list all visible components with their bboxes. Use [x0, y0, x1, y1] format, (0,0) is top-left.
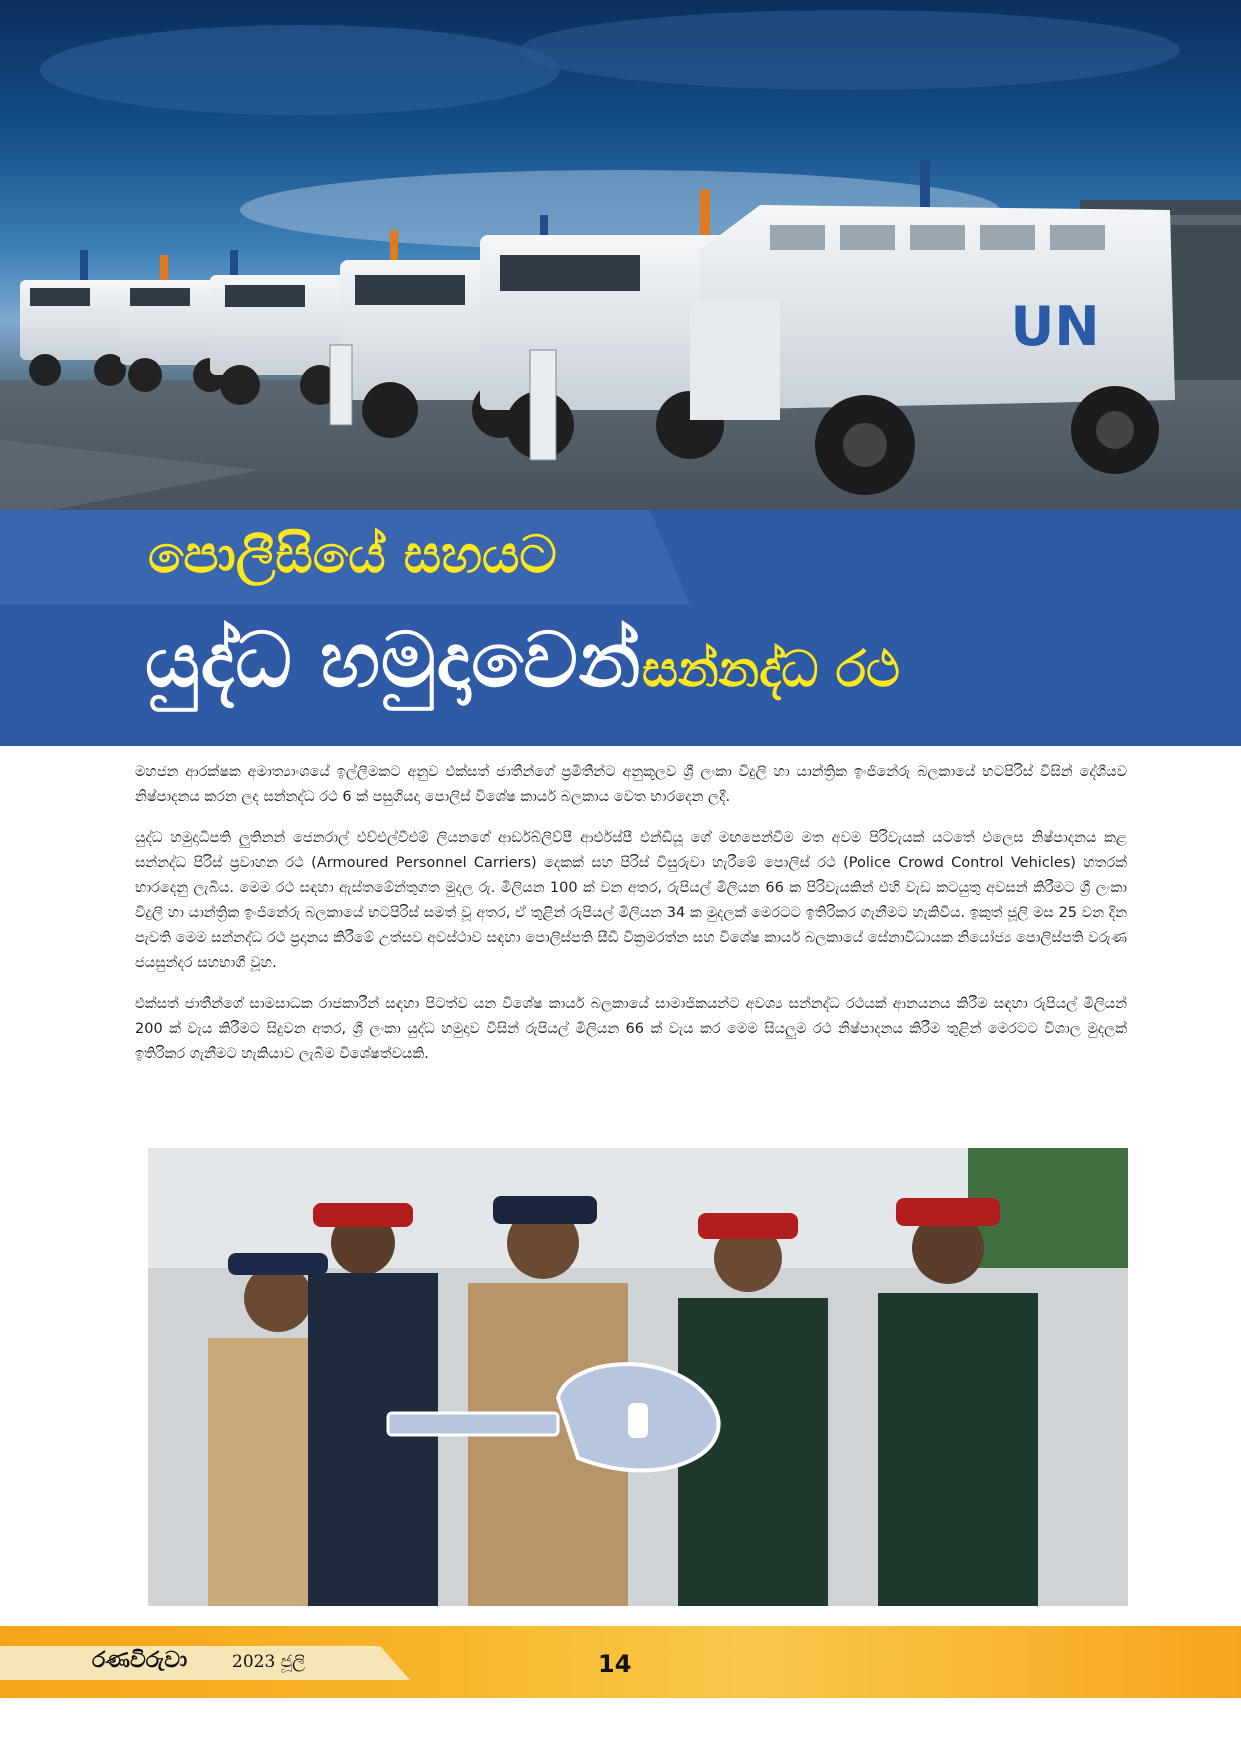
page-number: 14	[598, 1650, 632, 1678]
un-marking: UN	[1010, 295, 1100, 358]
handover-photo	[148, 1148, 1128, 1606]
vehicle-far-1	[20, 280, 130, 386]
headline-line-1: පොලීසියේ සහයට	[148, 525, 557, 585]
headline-line-3: සන්නද්ධ රථ	[642, 640, 900, 698]
magazine-brand: රණවිරුවා	[92, 1648, 188, 1673]
footer-tag	[0, 1646, 410, 1680]
article-paragraph-1: මහජන ආරක්ෂක අමාත්‍යාංශයේ ඉල්ලීමකට අනුව එක්සත් ජාතීන්ගේ ප්‍රමිතීන්ට අනුකූලව ශ්‍රී ලංකා විදුලි හා යාන්ත්‍රික ඉංජිනේරු බලකායේ භටපිරිස් විසින් දේශීයව නිෂ්පාදනය කරන ලද සන්නද්ධ රථ 6 ක් පසුගියදා පොලිස් විශේෂ කාර්ය බලකාය වෙත භාරදෙන ලදී.	[135, 764, 1127, 805]
article-body	[135, 760, 1127, 1083]
headline-line-2: යුද්ධ හමුදාවෙන්	[145, 615, 642, 704]
ceremony-illustration	[148, 1148, 1128, 1606]
article-paragraph-2: යුද්ධ හමුදාධිපති ලුතිනන් ජෙනරාල් එච්එල්වීඑම් ලියනගේ ආර්ඩබ්ලිව්පී ආර්එස්පී එන්ඩීයූ ගේ මඟපෙන්වීම මත අවම පිරිවැයක් යටතේ එලෙස නිෂ්පාදනය කළ සන්නද්ධ පිරිස් ප්‍රවාහන රථ (Armoured Personnel Carriers) දෙකක් සහ පිරිස් විසුරුවා හැරීමේ පොලිස් රථ (Police Crowd Control Vehicles) හතරක් භාරදෙනු ලැබිය. මෙම රථ සඳහා ඇස්තමේන්තුගත මුදල රු. මිලියන 100 ක් වන අතර, රුපියල් මිලියන 66 ක පිරිවැයකින් එහි වැඩ කටයුතු අවසන් කිරීමට ශ්‍රී ලංකා විදුලි හා යාන්ත්‍රික ඉංජිනේරු බලකායේ භටපිරිස් සමත් වූ අතර, ඒ තුළින් රුපියල් මිලියන 34 ක මුදලක් මෙරටට ඉතිරිකර ගැනීමට හැකිවිය. ඉකුත් ජූලි මස 25 වන දින පැවති මෙම සන්නද්ධ රථ ප්‍රදානය කිරීමේ උත්සව අවස්ථාව සඳහා පොලිස්පති සීඩී වික්‍රමරත්න සහ විශේෂ කාර්ය බලකායේ සේනාවිධායක නියෝජ්‍ය පොලිස්පති වරුණ ජයසුන්දර සහභාගී වූහ.	[135, 830, 1127, 971]
issue-date: 2023 ජූලි	[232, 1652, 306, 1672]
article-paragraph-3: එක්සත් ජාතීන්ගේ සාමසාධක රාජකාරීන් සඳහා පිටත්ව යන විශේෂ කාර්ය බලකායේ සාමාජිකයන්ට අවශ්‍ය සන්නද්ධ රථයක් ආනයනය කිරීම සඳහා රුපියල් මිලියන් 200 ක් වැය කිරීමට සිදුවන අතර, ශ්‍රී ලංකා යුද්ධ හමුදාව විසින් රුපියල් මිලියන 66 ක් වැය කර මෙම සියලුම රථ නිෂ්පාදනය කිරීම තුළින් මෙරටට විශාල මුදලක් ඉතිරිකර ගැනීමට හැකියාව ලැබීම විශේෂත්වයකි.	[135, 996, 1127, 1062]
